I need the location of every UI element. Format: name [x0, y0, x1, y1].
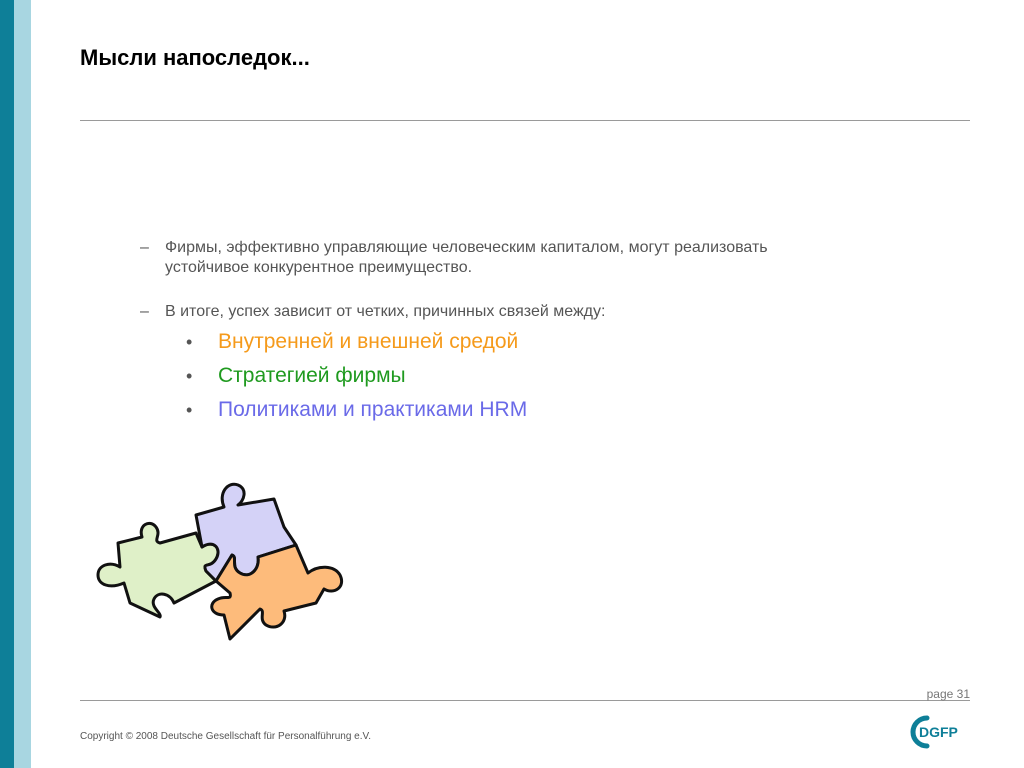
- bullet-item-environment: [186, 329, 518, 355]
- copyright-text: Copyright © 2008 Deutsche Gesellschaft für Personalführung e.V.: [80, 731, 372, 742]
- dash-marker: –: [140, 303, 149, 320]
- bullet-text: Внутренней и внешней средой: [218, 330, 519, 353]
- puzzle-piece-orange: [212, 545, 342, 639]
- title-divider: [80, 120, 970, 121]
- puzzle-pieces-icon: [90, 475, 350, 650]
- dgfp-logo: [905, 712, 975, 752]
- bullet-marker: •: [186, 332, 193, 352]
- list-item-text: Фирмы, эффективно управляющие человеческим капиталом, могут реализовать устойчивое конкурентное преимущество.: [165, 239, 768, 276]
- list-item-text: В итоге, успех зависит от четких, причинных связей между:: [165, 303, 606, 320]
- svg-text:DGFP: DGFP: [919, 724, 958, 740]
- bullet-text: Политиками и практиками HRM: [218, 398, 528, 421]
- bullet-item-hrm: [186, 397, 527, 423]
- bullet-item-strategy: [186, 363, 406, 389]
- accent-bar-dark: [0, 0, 14, 768]
- page-number: page 31: [926, 687, 970, 701]
- accent-bar-light: [14, 0, 31, 768]
- list-item: [140, 302, 820, 322]
- slide-title: Мысли напоследок...: [80, 45, 310, 70]
- bullet-marker: •: [186, 366, 193, 386]
- dash-marker: –: [140, 239, 149, 256]
- list-item: [140, 238, 820, 278]
- footer-divider: [80, 700, 970, 701]
- bullet-marker: •: [186, 400, 193, 420]
- bullet-text: Стратегией фирмы: [218, 364, 406, 387]
